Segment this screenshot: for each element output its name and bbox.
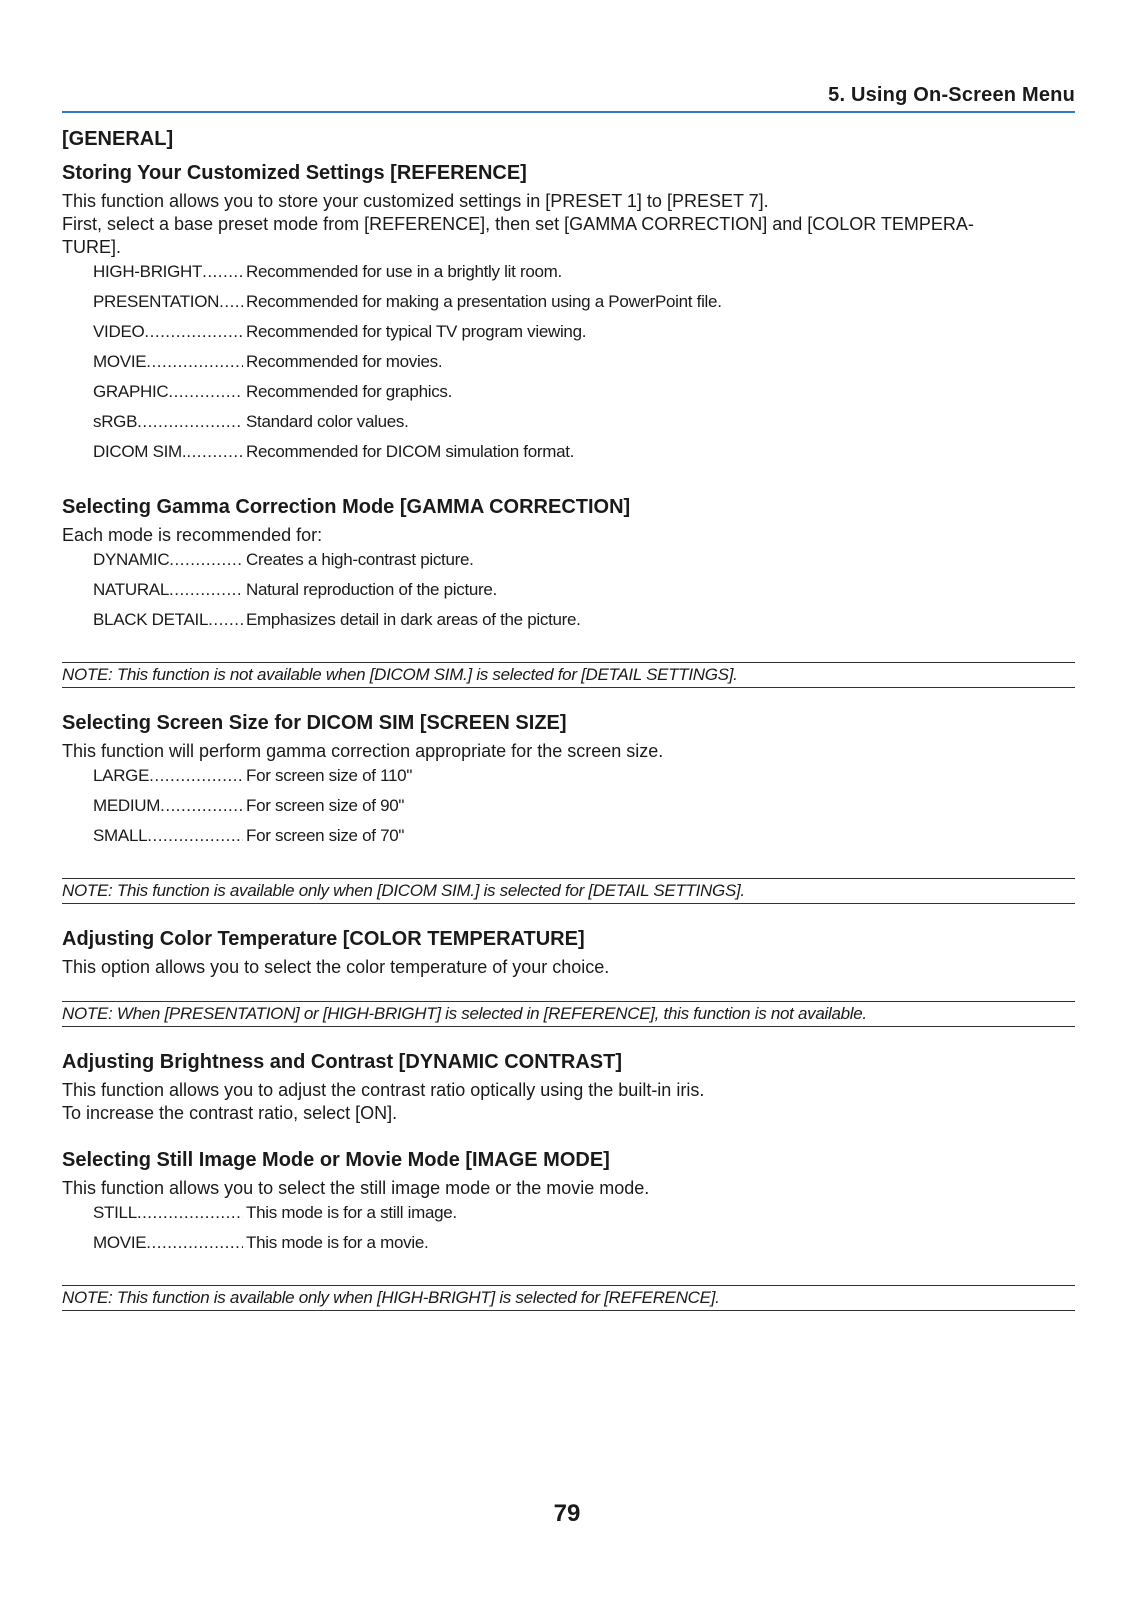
dot-leader <box>219 292 243 312</box>
note-box: NOTE: This function is available only when [DICOM SIM.] is selected for [DETAIL SETTINGS]. <box>62 878 1075 904</box>
section-reference <box>62 156 1075 472</box>
dot-leader <box>186 442 243 462</box>
definition-term: LARGE <box>93 766 150 785</box>
section-gamma-correction <box>62 490 1075 688</box>
definition-description: Recommended for making a presentation using a PowerPoint file. <box>246 292 722 311</box>
dot-leader <box>137 412 243 432</box>
body-text: This function allows you to select the still image mode or the movie mode. <box>62 1178 650 1198</box>
definition-description: For screen size of 70" <box>246 826 405 845</box>
definition-item <box>93 412 1075 442</box>
definition-description: Recommended for movies. <box>246 352 443 371</box>
definition-description: Natural reproduction of the picture. <box>246 580 497 599</box>
definition-term: MOVIE <box>93 1233 147 1252</box>
definition-term: DICOM SIM. <box>93 442 187 461</box>
definition-description: This mode is for a movie. <box>246 1233 429 1252</box>
definition-term: sRGB <box>93 412 138 431</box>
dot-leader <box>168 382 243 402</box>
definition-description: Emphasizes detail in dark areas of the picture. <box>246 610 581 629</box>
definition-item <box>93 610 1075 640</box>
definition-term: MEDIUM <box>93 796 161 815</box>
definition-description: For screen size of 90" <box>246 796 405 815</box>
definition-item <box>93 826 1075 856</box>
definition-description: Recommended for use in a brightly lit room. <box>246 262 562 281</box>
body-text: This function allows you to store your customized settings in [PRESET 1] to [PRESET 7]. <box>62 191 769 211</box>
section-color-temperature <box>62 922 1075 1027</box>
dot-leader <box>137 1203 243 1223</box>
definition-term: NATURAL <box>93 580 169 599</box>
dot-leader <box>146 1233 243 1253</box>
definition-description: Creates a high-contrast picture. <box>246 550 474 569</box>
definition-term: STILL <box>93 1203 137 1222</box>
page-number: 79 <box>553 1500 581 1527</box>
section-heading: Storing Your Customized Settings [REFERENCE] <box>62 162 527 184</box>
dot-leader <box>147 826 243 846</box>
definition-list <box>93 262 1075 472</box>
section-image-mode <box>62 1143 1075 1311</box>
dot-leader <box>169 580 243 600</box>
body-text: To increase the contrast ratio, select [ON]. <box>62 1103 398 1123</box>
section-screen-size <box>62 706 1075 904</box>
note-box: NOTE: When [PRESENTATION] or [HIGH-BRIGHT] is selected in [REFERENCE], this function is not available. <box>62 1001 1075 1027</box>
dot-leader <box>144 322 243 342</box>
definition-term: MOVIE <box>93 352 147 371</box>
chapter-title: [GENERAL] <box>62 128 174 150</box>
running-header: 5. Using On-Screen Menu <box>62 84 1075 113</box>
definition-term: VIDEO <box>93 322 145 341</box>
body-text: TURE]. <box>62 237 122 257</box>
definition-list <box>93 1203 1075 1263</box>
dot-leader <box>169 550 243 570</box>
definition-description: Recommended for typical TV program viewing. <box>246 322 587 341</box>
section-heading: Selecting Gamma Correction Mode [GAMMA CORRECTION] <box>62 496 631 518</box>
definition-list <box>93 766 1075 856</box>
body-text: First, select a base preset mode from [REFERENCE], then set [GAMMA CORRECTION] and [COLOR TEMPERA- <box>62 214 974 234</box>
page-content <box>62 124 1075 1311</box>
definition-item <box>93 1233 1075 1263</box>
definition-list <box>93 550 1075 640</box>
definition-description: Recommended for graphics. <box>246 382 453 401</box>
definition-item <box>93 382 1075 412</box>
definition-item <box>93 796 1075 826</box>
body-text: This function will perform gamma correction appropriate for the screen size. <box>62 741 664 761</box>
definition-item <box>93 442 1075 472</box>
dot-leader <box>202 262 243 282</box>
definition-item <box>93 766 1075 796</box>
dot-leader <box>208 610 243 630</box>
definition-term: SMALL <box>93 826 148 845</box>
section-dynamic-contrast <box>62 1045 1075 1125</box>
definition-item <box>93 1203 1075 1233</box>
definition-item <box>93 292 1075 322</box>
definition-item <box>93 352 1075 382</box>
note-box: NOTE: This function is available only when [HIGH-BRIGHT] is selected for [REFERENCE]. <box>62 1285 1075 1311</box>
section-heading: Selecting Screen Size for DICOM SIM [SCREEN SIZE] <box>62 712 567 734</box>
definition-item <box>93 322 1075 352</box>
definition-term: HIGH-BRIGHT <box>93 262 203 281</box>
definition-description: This mode is for a still image. <box>246 1203 457 1222</box>
definition-term: DYNAMIC <box>93 550 170 569</box>
definition-item <box>93 580 1075 610</box>
definition-description: Recommended for DICOM simulation format. <box>246 442 575 461</box>
dot-leader <box>160 796 243 816</box>
section-heading: Adjusting Color Temperature [COLOR TEMPERATURE] <box>62 928 585 950</box>
section-heading: Adjusting Brightness and Contrast [DYNAMIC CONTRAST] <box>62 1051 622 1073</box>
definition-description: For screen size of 110" <box>246 766 413 785</box>
note-box: NOTE: This function is not available when [DICOM SIM.] is selected for [DETAIL SETTINGS]. <box>62 662 1075 688</box>
body-text: This option allows you to select the color temperature of your choice. <box>62 957 610 977</box>
definition-term: PRESENTATION <box>93 292 220 311</box>
dot-leader <box>146 352 243 372</box>
section-heading: Selecting Still Image Mode or Movie Mode [IMAGE MODE] <box>62 1149 610 1171</box>
body-text: This function allows you to adjust the contrast ratio optically using the built-in iris. <box>62 1080 705 1100</box>
body-text: Each mode is recommended for: <box>62 525 323 545</box>
definition-term: GRAPHIC <box>93 382 169 401</box>
definition-item <box>93 550 1075 580</box>
definition-term: BLACK DETAIL <box>93 610 209 629</box>
definition-description: Standard color values. <box>246 412 409 431</box>
definition-item <box>93 262 1075 292</box>
dot-leader <box>149 766 243 786</box>
